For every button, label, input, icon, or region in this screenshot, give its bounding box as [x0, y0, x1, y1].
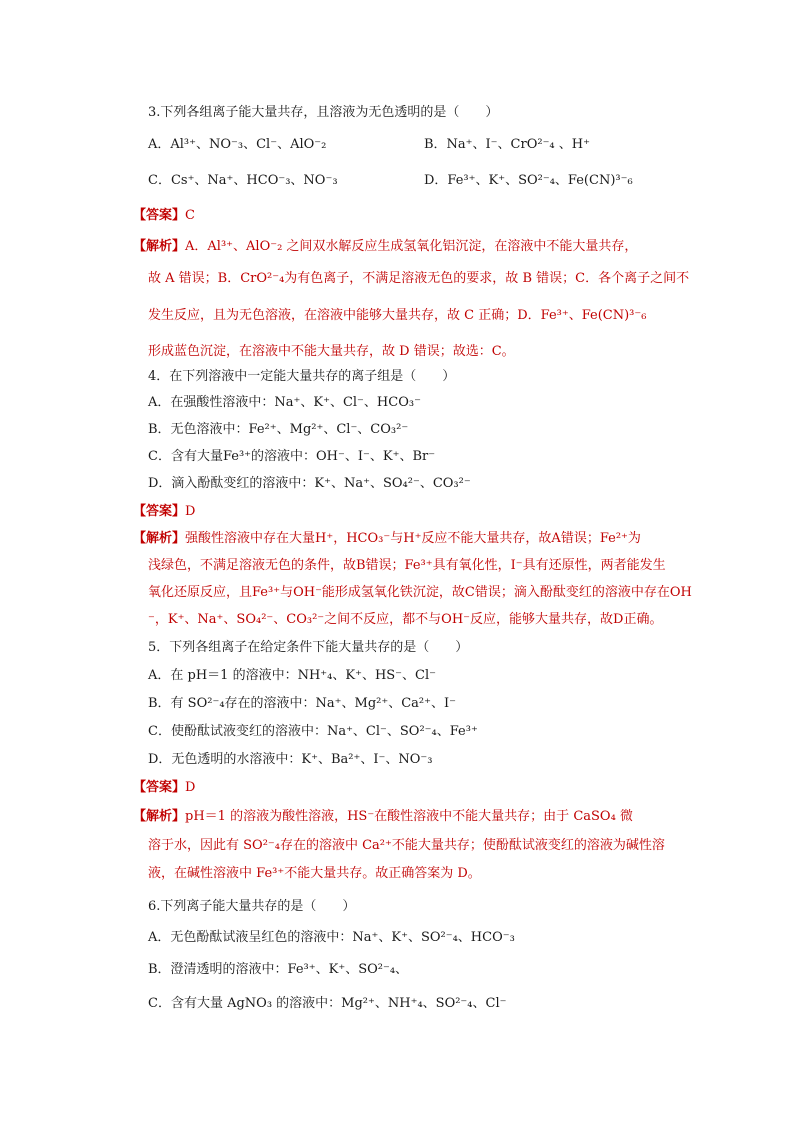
answer-value: C	[185, 208, 195, 223]
q5-option-d: D．无色透明的水溶液中：K⁺、Ba²⁺、I⁻、NO⁻₃	[148, 752, 433, 767]
q5-option-c: C．使酚酞试液变红的溶液中：Na⁺、Cl⁻、SO²⁻₄、Fe³⁺	[148, 724, 478, 739]
q5-option-a: A．在 pH＝1 的溶液中：NH⁺₄、K⁺、HS⁻、Cl⁻	[148, 668, 437, 683]
q4-explanation-line-2: 浅绿色，不满足溶液无色的条件，故B错误；Fe³⁺具有氧化性，I⁻具有还原性，两者能发生	[148, 558, 666, 573]
q5-stem: 5．下列各组离子在给定条件下能大量共存的是（ ）	[148, 640, 469, 655]
q3-option-a: A．Al³⁺、NO⁻₃、Cl⁻、AlO⁻₂	[148, 137, 327, 152]
q6-stem: 6.下列离子能大量共存的是（ ）	[148, 899, 356, 914]
explanation-tag: 【解析】	[133, 809, 186, 824]
q5-explanation-line-3: 液，在碱性溶液中 Fe³⁺不能大量共存。故正确答案为 D。	[148, 866, 481, 881]
explanation-tag: 【解析】	[133, 531, 186, 546]
q3-option-b: B．Na⁺、I⁻、CrO²⁻₄ 、H⁺	[424, 137, 590, 152]
explanation-text: 强酸性溶液中存在大量H⁺，HCO₃⁻与H⁺反应不能大量共存，故A错误；Fe²⁺为	[185, 531, 641, 546]
q5-answer	[133, 779, 195, 797]
q3-answer	[133, 207, 195, 225]
explanation-text: pH＝1 的溶液为酸性溶液，HS⁻在酸性溶液中不能大量共存；由于 CaSO₄ 微	[185, 809, 633, 824]
explanation-tag: 【解析】	[133, 239, 186, 254]
q3-option-c: C．Cs⁺、Na⁺、HCO⁻₃、NO⁻₃	[148, 173, 338, 188]
answer-tag: 【答案】	[133, 504, 186, 519]
q3-stem: 3.下列各组离子能大量共存，且溶液为无色透明的是（ ）	[148, 105, 499, 120]
q4-explanation-line-1	[133, 530, 641, 548]
q3-option-d: D．Fe³⁺、K⁺、SO²⁻₄、Fe(CN)³⁻₆	[424, 173, 633, 188]
q4-option-b: B．无色溶液中：Fe²⁺、Mg²⁺、Cl⁻、CO₃²⁻	[148, 422, 409, 437]
q4-option-c: C．含有大量Fe³⁺的溶液中：OH⁻、I⁻、K⁺、Br⁻	[148, 449, 436, 464]
q4-option-d: D．滴入酚酞变红的溶液中：K⁺、Na⁺、SO₄²⁻、CO₃²⁻	[148, 476, 471, 491]
answer-value: D	[185, 504, 196, 519]
q5-explanation-line-1	[133, 808, 633, 826]
q6-option-c: C．含有大量 AgNO₃ 的溶液中：Mg²⁺、NH⁺₄、SO²⁻₄、Cl⁻	[148, 996, 507, 1011]
q3-explanation-line-2: 故 A 错误；B．CrO²⁻₄为有色离子，不满足溶液无色的要求，故 B 错误；C．各个离子之间不	[148, 271, 690, 286]
answer-tag: 【答案】	[133, 780, 186, 795]
q6-option-a: A．无色酚酞试液呈红色的溶液中：Na⁺、K⁺、SO²⁻₄、HCO⁻₃	[148, 930, 515, 945]
q3-explanation-line-4: 形成蓝色沉淀，在溶液中不能大量共存，故 D 错误；故选：C。	[148, 344, 515, 359]
q4-stem: 4．在下列溶液中一定能大量共存的离子组是（ ）	[148, 369, 456, 384]
q3-explanation-line-3: 发生反应，且为无色溶液，在溶液中能够大量共存，故 C 正确；D．Fe³⁺、Fe(CN)³⁻₆	[148, 308, 647, 323]
q4-answer	[133, 503, 195, 521]
answer-value: D	[185, 780, 196, 795]
q4-option-a: A．在强酸性溶液中：Na⁺、K⁺、Cl⁻、HCO₃⁻	[148, 395, 421, 410]
q5-option-b: B．有 SO²⁻₄存在的溶液中：Na⁺、Mg²⁺、Ca²⁺、I⁻	[148, 696, 456, 711]
q4-explanation-line-3: 氧化还原反应，且Fe³⁺与OH⁻能形成氢氧化铁沉淀，故C错误；滴入酚酞变红的溶液中存在OH	[148, 585, 692, 600]
q5-explanation-line-2: 溶于水，因此有 SO²⁻₄存在的溶液中 Ca²⁺不能大量共存；使酚酞试液变红的溶液为碱性溶	[148, 838, 665, 853]
answer-tag: 【答案】	[133, 208, 186, 223]
explanation-text: A．Al³⁺、AlO⁻₂ 之间双水解反应生成氢氧化铝沉淀，在溶液中不能大量共存，	[185, 239, 638, 254]
q3-explanation-line-1	[133, 238, 637, 256]
q6-option-b: B．澄清透明的溶液中：Fe³⁺、K⁺、SO²⁻₄、	[148, 962, 409, 977]
q4-explanation-line-4: ⁻，K⁺、Na⁺、SO₄²⁻、CO₃²⁻之间不反应，都不与OH⁻反应，能够大量共存，故D正确。	[148, 612, 663, 627]
